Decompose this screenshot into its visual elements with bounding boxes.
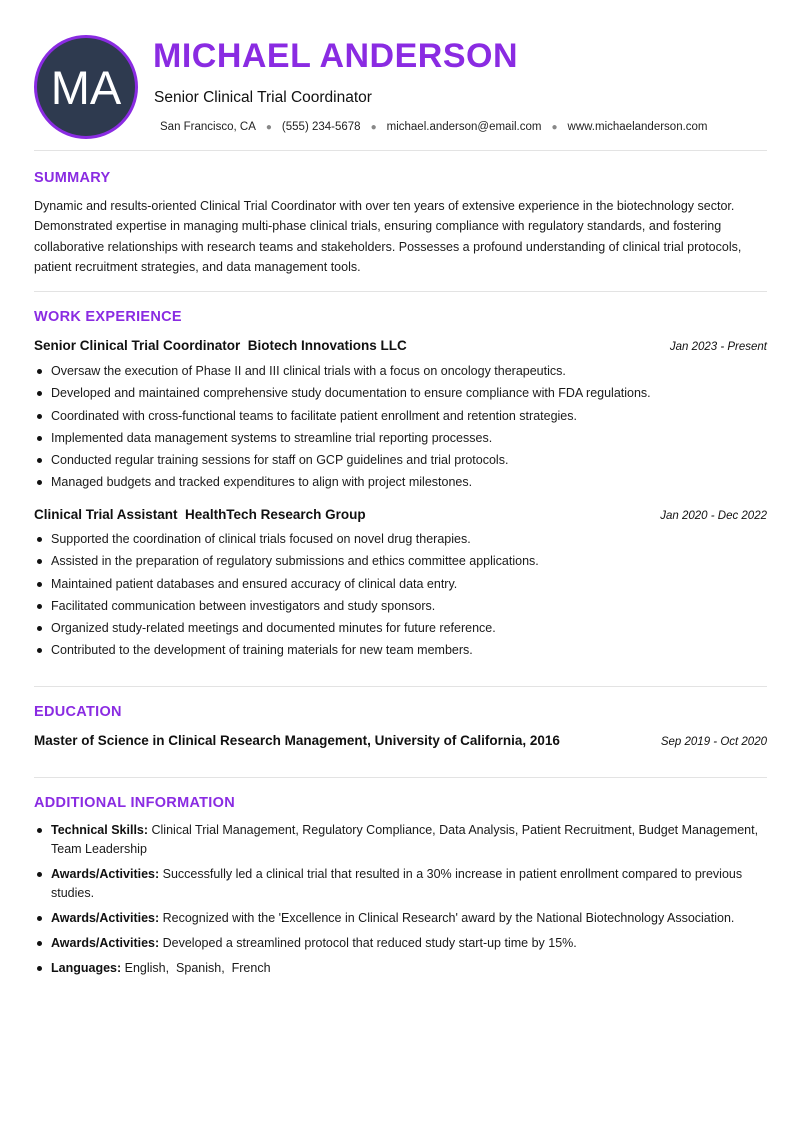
list-item <box>34 909 767 928</box>
list-item: Managed budgets and tracked expenditures to align with project milestones. <box>34 471 767 493</box>
item-text: English, Spanish, French <box>121 961 271 975</box>
candidate-name: MICHAEL ANDERSON <box>153 37 519 75</box>
job-header <box>34 338 767 353</box>
job-header <box>34 507 767 522</box>
item-text: Successfully led a clinical trial that resulted in a 30% increase in patient enrollment compared to previous studies. <box>51 867 743 900</box>
education-entry <box>34 733 767 748</box>
summary-text: Dynamic and results-oriented Clinical Trial Coordinator with over ten years of extensive experience in the biotechnology sector. Demonstrated expertise in managing multi-phase clinical trials, ensuring compliance with regulatory standards, and fostering collaborative relationships with research teams and stakeholders. Possesses a profound understanding of clinical trial protocols, patient recruitment strategies, and data management tools. <box>34 199 742 275</box>
avatar <box>34 35 138 139</box>
education-dates: Sep 2019 - Oct 2020 <box>660 736 767 748</box>
experience-title: WORK EXPERIENCE <box>34 309 182 325</box>
job-role: Senior Clinical Trial Coordinator <box>154 89 372 106</box>
job-bullets <box>34 360 767 494</box>
contact-bar <box>160 121 708 133</box>
additional-title: ADDITIONAL INFORMATION <box>34 795 235 811</box>
divider <box>34 686 767 687</box>
job-heading: Senior Clinical Trial Coordinator Biotech Innovations LLC <box>34 338 407 353</box>
degree: Master of Science in Clinical Research Management, University of California, 2016 <box>34 733 560 748</box>
list-item: Oversaw the execution of Phase II and III clinical trials with a focus on oncology therapeutics. <box>34 360 767 382</box>
education-title: EDUCATION <box>34 704 122 720</box>
separator-dot-icon: ● <box>265 122 272 133</box>
job-bullets <box>34 528 767 662</box>
divider <box>34 150 767 151</box>
list-item: Coordinated with cross-functional teams to facilitate patient enrollment and retention strategies. <box>34 405 767 427</box>
additional-list <box>34 821 767 984</box>
item-text: Developed a streamlined protocol that reduced study start-up time by 15%. <box>159 936 577 950</box>
separator-dot-icon: ● <box>370 122 377 133</box>
separator-dot-icon: ● <box>551 122 558 133</box>
list-item <box>34 865 767 903</box>
job-dates: Jan 2023 - Present <box>669 341 767 353</box>
list-item: Supported the coordination of clinical trials focused on novel drug therapies. <box>34 528 767 550</box>
item-label: Awards/Activities: <box>51 936 160 950</box>
job-heading: Clinical Trial Assistant HealthTech Research Group <box>34 507 366 522</box>
list-item: Maintained patient databases and ensured accuracy of clinical data entry. <box>34 573 767 595</box>
list-item: Contributed to the development of training materials for new team members. <box>34 639 767 661</box>
divider <box>34 777 767 778</box>
item-label: Technical Skills: <box>51 823 149 837</box>
list-item <box>34 934 767 953</box>
list-item: Assisted in the preparation of regulatory submissions and ethics committee applications. <box>34 550 767 572</box>
list-item: Developed and maintained comprehensive study documentation to ensure compliance with FDA regulations. <box>34 382 767 404</box>
list-item: Conducted regular training sessions for staff on GCP guidelines and trial protocols. <box>34 449 767 471</box>
job-dates: Jan 2020 - Dec 2022 <box>660 510 767 522</box>
contact-location: San Francisco, CA <box>160 121 256 133</box>
item-text: Recognized with the 'Excellence in Clinical Research' award by the National Biotechnology Association. <box>159 911 735 925</box>
item-label: Awards/Activities: <box>51 867 160 881</box>
avatar-initials: MA <box>50 60 122 114</box>
list-item: Organized study-related meetings and documented minutes for future reference. <box>34 617 767 639</box>
contact-website[interactable]: www.michaelanderson.com <box>567 121 708 133</box>
list-item: Facilitated communication between investigators and study sponsors. <box>34 595 767 617</box>
summary-title: SUMMARY <box>34 170 111 186</box>
contact-email[interactable]: michael.anderson@email.com <box>386 121 542 133</box>
item-label: Awards/Activities: <box>51 911 160 925</box>
list-item: Implemented data management systems to streamline trial reporting processes. <box>34 427 767 449</box>
item-text: Clinical Trial Management, Regulatory Compliance, Data Analysis, Patient Recruitment, Budget Management, Team Leadership <box>51 823 759 856</box>
list-item <box>34 959 767 978</box>
item-label: Languages: <box>51 961 122 975</box>
divider <box>34 291 767 292</box>
contact-phone[interactable]: (555) 234-5678 <box>281 121 361 133</box>
list-item <box>34 821 767 859</box>
